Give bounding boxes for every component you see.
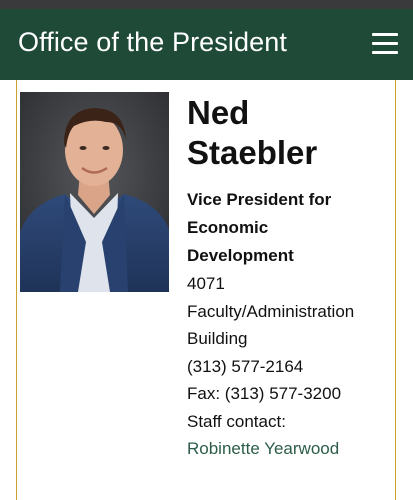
office-building: Faculty/Administration [187,301,355,321]
site-title[interactable]: Office of the President [18,27,287,57]
phone-number[interactable]: (313) 577-2164 [187,356,304,376]
person-first-name: Ned [187,94,250,131]
person-name [187,92,387,173]
site-header [0,9,413,80]
staff-contact-label: Staff contact: [187,411,286,431]
office-room: 4071 [187,274,225,293]
fax-number: Fax: (313) 577-3200 [187,384,342,403]
job-title-line-2: Economic [187,218,269,237]
status-bar-strip [0,0,413,9]
staff-contact-link[interactable]: Robinette Yearwood [187,439,340,458]
hamburger-menu-icon[interactable] [372,33,400,55]
profile-photo [20,92,169,292]
job-title-line-1: Vice President for [187,190,332,209]
job-title [187,186,387,270]
profile-info [187,92,387,463]
office-building-suffix: Building [187,329,248,348]
job-title-line-3: Development [187,246,294,265]
person-last-name: Staebler [187,134,318,171]
